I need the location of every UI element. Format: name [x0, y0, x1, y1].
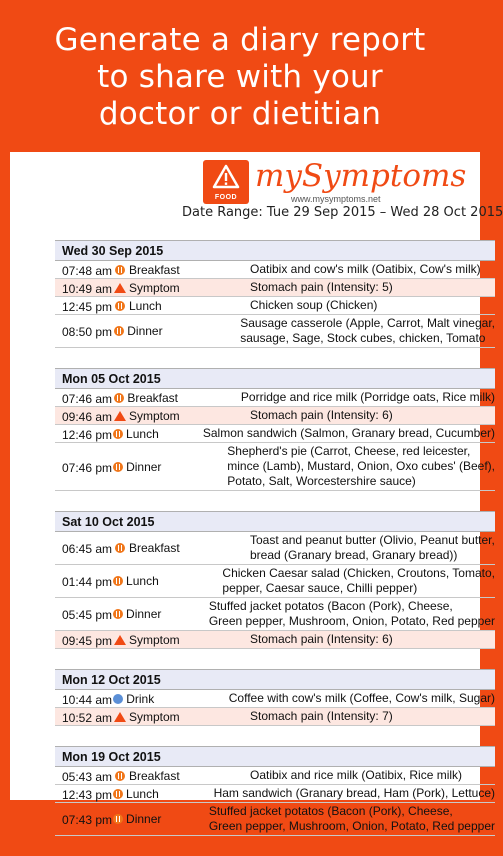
meal-icon [114, 261, 126, 278]
entry-time: 07:46 am [62, 391, 113, 406]
diary-day [55, 511, 495, 649]
entry-description-line: sausage, Sage, Stock cubes, chicken, Tomato [240, 331, 486, 345]
entry-description-line: Stuffed jacket potatos (Bacon (Pork), Cheese, [208, 804, 453, 818]
day-header: Mon 19 Oct 2015 [55, 746, 495, 767]
meal-icon-shape [115, 543, 125, 553]
entry-type: Lunch [129, 298, 162, 313]
symptom-icon-shape [114, 635, 126, 645]
entry-description [250, 532, 495, 564]
entry-description-line: Oatibix and cow's milk (Oatibix, Cow's milk) [250, 262, 481, 276]
entry-description [250, 261, 495, 278]
meal-icon-shape [114, 326, 124, 336]
entry-description [241, 389, 495, 406]
entry-description-line: Porridge and rice milk (Porridge oats, Rice milk) [240, 390, 495, 404]
brand-url: www.mysymptoms.net [291, 194, 381, 204]
diary-entry-row[interactable] [55, 297, 495, 315]
entry-type: Breakfast [129, 541, 180, 555]
meal-icon [113, 785, 123, 802]
entry-description [214, 785, 495, 802]
entry-description-line: Chicken Caesar salad (Chicken, Croutons, Tomato, [222, 566, 495, 580]
symptom-icon-shape [114, 411, 126, 421]
entry-description-line: Coffee with cow's milk (Coffee, Cow's milk, Sugar) [228, 691, 495, 705]
entry-type: Lunch [126, 426, 159, 441]
meal-icon [113, 425, 123, 442]
headline-line-2: to share with your [97, 58, 383, 95]
entry-type: Symptom [129, 632, 180, 647]
meal-icon-shape [113, 789, 123, 799]
entry-description [250, 279, 495, 296]
entry-description-line: Sausage casserole (Apple, Carrot, Malt vinegar, [240, 316, 495, 330]
diary-entry-row[interactable] [55, 443, 495, 491]
report-logo [203, 160, 466, 204]
meal-icon-shape [113, 429, 123, 439]
brand [255, 160, 466, 204]
diary-days [55, 240, 495, 856]
entry-description [209, 803, 495, 835]
entry-type: Dinner [127, 324, 163, 338]
meal-icon-shape [113, 814, 123, 824]
symptom-icon [114, 407, 126, 424]
entry-description [203, 425, 495, 442]
entry-description-line: Oatibix and rice milk (Oatibix, Rice milk) [250, 768, 463, 782]
headline-line-1: Generate a diary report [54, 21, 426, 58]
meal-icon [113, 803, 123, 835]
meal-icon [113, 443, 123, 490]
entry-time: 09:45 pm [62, 633, 113, 648]
diary-day [55, 240, 495, 348]
entry-time: 05:43 am [62, 769, 113, 784]
entry-time: 10:49 am [62, 281, 113, 296]
entry-description-line: Green pepper, Mushroom, Onion, Potato, Red pepper [208, 614, 495, 628]
entry-time: 05:45 pm [62, 608, 113, 622]
entry-time: 07:48 am [62, 263, 113, 278]
entry-description [222, 565, 495, 597]
meal-icon-shape [115, 301, 125, 311]
diary-entry-row[interactable] [55, 690, 495, 708]
diary-entry-row[interactable] [55, 279, 495, 297]
entry-description-line: mince (Lamb), Mustard, Onion, Oxo cubes' (Beef), [227, 459, 495, 473]
day-header: Sat 10 Oct 2015 [55, 511, 495, 532]
entry-time: 07:43 pm [62, 813, 113, 827]
headline-line-3: doctor or dietitian [98, 95, 382, 132]
entry-description-line: pepper, Caesar sauce, Chilli pepper) [222, 581, 418, 595]
diary-entry-row[interactable] [55, 389, 495, 407]
entry-time: 12:46 pm [62, 427, 113, 442]
diary-day [55, 368, 495, 491]
diary-report-sheet[interactable] [10, 152, 503, 833]
entry-description [250, 297, 495, 314]
promo-headline [0, 0, 480, 150]
day-header: Mon 05 Oct 2015 [55, 368, 495, 389]
diary-entry-row[interactable] [55, 785, 495, 803]
symptom-icon-shape [114, 712, 126, 722]
symptom-icon-shape [114, 283, 126, 293]
symptom-icon [114, 708, 126, 725]
meal-icon-shape [113, 462, 123, 472]
meal-icon [114, 297, 126, 314]
entry-description [229, 690, 495, 707]
drink-icon [113, 690, 123, 707]
entry-type: Breakfast [129, 262, 180, 277]
entry-type: Breakfast [129, 768, 180, 783]
entry-type: Symptom [129, 709, 180, 724]
diary-entry-row[interactable] [55, 631, 495, 649]
entry-time: 12:43 pm [62, 787, 113, 802]
entry-time: 01:44 pm [62, 575, 113, 589]
entry-description-line: Stomach pain (Intensity: 5) [250, 280, 393, 294]
entry-type: Breakfast [127, 390, 179, 405]
diary-entry-row[interactable] [55, 767, 495, 785]
entry-type: Lunch [126, 574, 159, 588]
diary-entry-row[interactable] [55, 803, 495, 836]
entry-type: Symptom [129, 408, 180, 423]
entry-type: Dinner [126, 812, 162, 826]
entry-description-line: Ham sandwich (Granary bread, Ham (Pork), Lettuce) [213, 786, 495, 800]
entry-description [250, 708, 495, 725]
date-range: Date Range: Tue 29 Sep 2015 – Wed 28 Oct 2015 [182, 205, 503, 220]
entry-description-line: Stomach pain (Intensity: 6) [250, 408, 393, 422]
entry-time: 07:46 pm [62, 460, 113, 475]
meal-icon-shape [115, 771, 125, 781]
entry-description-line: Chicken soup (Chicken) [250, 298, 378, 312]
meal-icon [113, 565, 123, 597]
entry-type: Dinner [126, 459, 162, 474]
entry-description [250, 407, 495, 424]
entry-description-line: Toast and peanut butter (Olivio, Peanut butter, [250, 533, 495, 547]
food-warning-logo-icon [203, 160, 249, 204]
diary-entry-row[interactable] [55, 315, 495, 348]
diary-day [55, 669, 495, 726]
entry-description-line: Stomach pain (Intensity: 7) [250, 709, 393, 723]
meal-icon-shape [113, 576, 123, 586]
entry-time: 12:45 pm [62, 299, 113, 314]
meal-icon [114, 532, 126, 564]
symptom-icon [114, 631, 126, 648]
meal-icon-shape [115, 265, 125, 275]
entry-description [250, 767, 495, 784]
entry-time: 10:44 am [62, 692, 113, 707]
brand-name: mySymptoms [255, 158, 467, 194]
entry-description [209, 598, 495, 630]
day-header: Wed 30 Sep 2015 [55, 240, 495, 261]
entry-description-line: Shepherd's pie (Carrot, Cheese, red leicester, [227, 444, 471, 458]
entry-type: Dinner [126, 607, 162, 621]
diary-entry-row[interactable] [55, 407, 495, 425]
diary-entry-row[interactable] [55, 565, 495, 598]
meal-icon [114, 767, 126, 784]
symptom-icon [114, 279, 126, 296]
entry-description-line: Salmon sandwich (Salmon, Granary bread, Cucumber) [202, 426, 495, 440]
entry-time: 08:50 pm [62, 325, 113, 339]
meal-icon [113, 315, 124, 347]
entry-description [250, 631, 495, 648]
diary-entry-row[interactable] [55, 261, 495, 279]
entry-type: Lunch [126, 786, 159, 801]
entry-type: Symptom [129, 280, 180, 295]
entry-description-line: Stomach pain (Intensity: 6) [250, 632, 393, 646]
entry-description-line: Stuffed jacket potatos (Bacon (Pork), Cheese, [208, 599, 453, 613]
entry-time: 09:46 am [62, 409, 113, 424]
entry-type: Drink [126, 691, 155, 706]
diary-entry-row[interactable] [55, 532, 495, 565]
meal-icon-shape [113, 609, 123, 619]
diary-entry-row[interactable] [55, 425, 495, 443]
diary-entry-row[interactable] [55, 598, 495, 631]
entry-description-line: bread (Granary bread, Granary bread)) [250, 548, 458, 562]
entry-description [227, 443, 495, 490]
entry-description-line: Green pepper, Mushroom, Onion, Potato, Red pepper [208, 819, 495, 833]
entry-description [240, 315, 495, 347]
day-header: Mon 12 Oct 2015 [55, 669, 495, 690]
logo-badge-text: FOOD [214, 194, 238, 201]
entry-time: 10:52 am [62, 710, 113, 725]
entry-description-line: Potato, Salt, Worcestershire sauce) [227, 474, 416, 488]
meal-icon-shape [114, 393, 124, 403]
diary-day [55, 746, 495, 836]
meal-icon [113, 389, 124, 406]
entry-time: 06:45 am [62, 542, 113, 556]
diary-entry-row[interactable] [55, 708, 495, 726]
drink-icon-shape [113, 694, 123, 704]
meal-icon [113, 598, 123, 630]
